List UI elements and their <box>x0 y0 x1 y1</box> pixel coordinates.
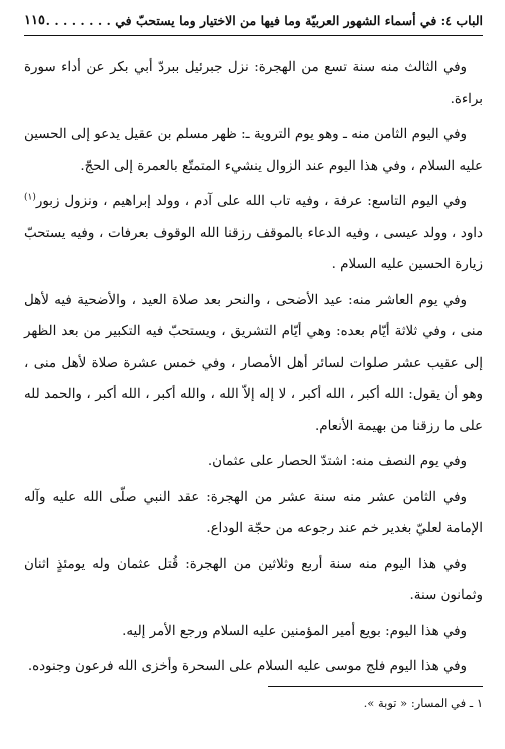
paragraph: وفي هذا اليوم منه سنة أربع وثلاثين من الهجرة: قُتل عثمان وله يومئذٍ اثنان وثمانون سنة. <box>24 556 483 603</box>
footnote-number: ١ ـ <box>469 696 483 710</box>
paragraph: وفي اليوم التاسع: عرفة ، وفيه تاب الله على آدم ، وولد إبراهيم ، ونزول زبور$^{(١)}$ داود ، وولد عيسى ، وفيه الدعاء بالموقف رزقنا الله الوقوف بعرفات ، وفيه يستحبّ زيارة الحسين عليه السلام . <box>24 192 483 272</box>
paragraph: وفي يوم العاشر منه: عيد الأضحى ، والنحر بعد صلاة العيد ، والأضحية فيه لأهل منى ، وفي ثلاثة أيّام بعده: وهي أيّام التشريق ، ويستحبّ فيه التكبير من بعد الظهر إلى عقيب عشر صلوات لسائر أهل الأمصار ، وفي خمس عشرة صلاة لأهل منى ، وهو أن يقول: الله أكبر ، الله أكبر ، لا إله إلاّ الله ، والله أكبر ، الله أكبر ، والحمد لله على ما رزقنا من بهيمة الأنعام. <box>24 292 483 434</box>
paragraph: وفي الثامن عشر منه سنة عشر من الهجرة: عقد النبي صلّى الله عليه وآله الإمامة لعليّ بغدير خم عند رجوعه من حجّة الوداع. <box>24 489 483 536</box>
paragraph: وفي الثالث منه سنة تسع من الهجرة: نزل جبرئيل ببردّ أبي بكر عن أداء سورة براءة. <box>24 60 483 107</box>
paragraph: وفي هذا اليوم فلج موسى عليه السلام على السحرة وأخزى الله فرعون وجنوده. <box>27 659 467 674</box>
footnote-divider <box>268 686 483 687</box>
page-number: ١١٥ <box>24 13 45 28</box>
paragraph: وفي هذا اليوم: بويع أمير المؤمنين عليه السلام ورجع الأمر إليه. <box>122 623 467 639</box>
footnote <box>180 694 483 712</box>
chapter-title: الباب ٤: في أسماء الشهور العربيّة وما فيها من الاختيار وما يستحبّ في . . . . . . . . <box>45 13 483 28</box>
footnote-marker: (١) <box>24 192 36 203</box>
paragraph: وفي اليوم الثامن منه ـ وهو يوم التروية ـ: ظهر مسلم بن عقيل يدعو إلى الحسين عليه السلام ، وفي هذا اليوم عند الزوال ينشيء المتمتّع بالعمرة إلى الحجّ. <box>24 127 483 174</box>
page-header <box>24 10 483 36</box>
main-text <box>24 52 483 683</box>
paragraph: وفي يوم النصف منه: اشتدّ الحصار على عثمان. <box>207 454 467 469</box>
footnote-text: في المسار: « توبة ». <box>363 696 467 710</box>
